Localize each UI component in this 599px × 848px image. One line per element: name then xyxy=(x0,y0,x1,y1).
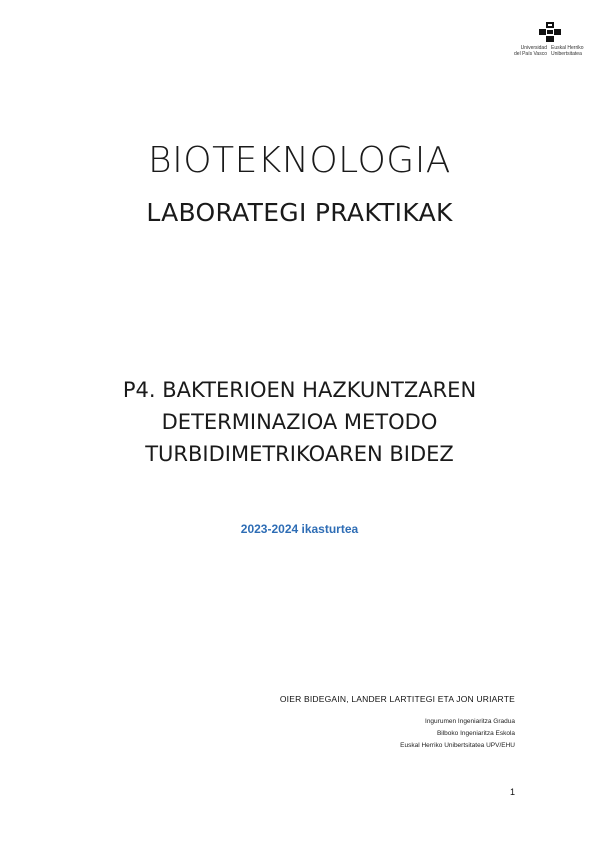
logo-text-basque xyxy=(551,45,587,57)
practice-title xyxy=(0,374,599,470)
affiliation xyxy=(400,716,515,752)
logo-text-line: del País Vasco xyxy=(514,51,547,57)
practice-title-line: DETERMINAZIOA METODO xyxy=(161,410,438,434)
affiliation-line: Euskal Herriko Unibertsitatea UPV/EHU xyxy=(400,742,515,749)
document-title: BIOTEKNOLOGIA xyxy=(148,140,451,181)
practice-title-line: TURBIDIMETRIKOAREN BIDEZ xyxy=(145,442,454,466)
affiliation-line: Bilboko Ingeniaritza Eskola xyxy=(436,730,515,737)
logo-text-line: Unibertsitatea xyxy=(551,51,582,57)
authors: OIER BIDEGAIN, LANDER LARTITEGI ETA JON URIARTE xyxy=(279,694,515,704)
logo-text-line: Euskal Herriko xyxy=(551,45,584,51)
logo-text-spanish xyxy=(511,45,547,57)
logo-text-line: Universidad xyxy=(520,45,547,51)
document-subtitle: LABORATEGI PRAKTIKAK xyxy=(146,198,453,227)
university-logo xyxy=(511,22,587,58)
affiliation-line: Ingurumen Ingeniaritza Gradua xyxy=(425,718,515,725)
page-number: 1 xyxy=(509,787,515,797)
practice-title-line: P4. BAKTERIOEN HAZKUNTZAREN xyxy=(122,378,477,402)
university-emblem-icon xyxy=(539,22,561,42)
academic-year: 2023-2024 ikasturtea xyxy=(240,522,359,536)
